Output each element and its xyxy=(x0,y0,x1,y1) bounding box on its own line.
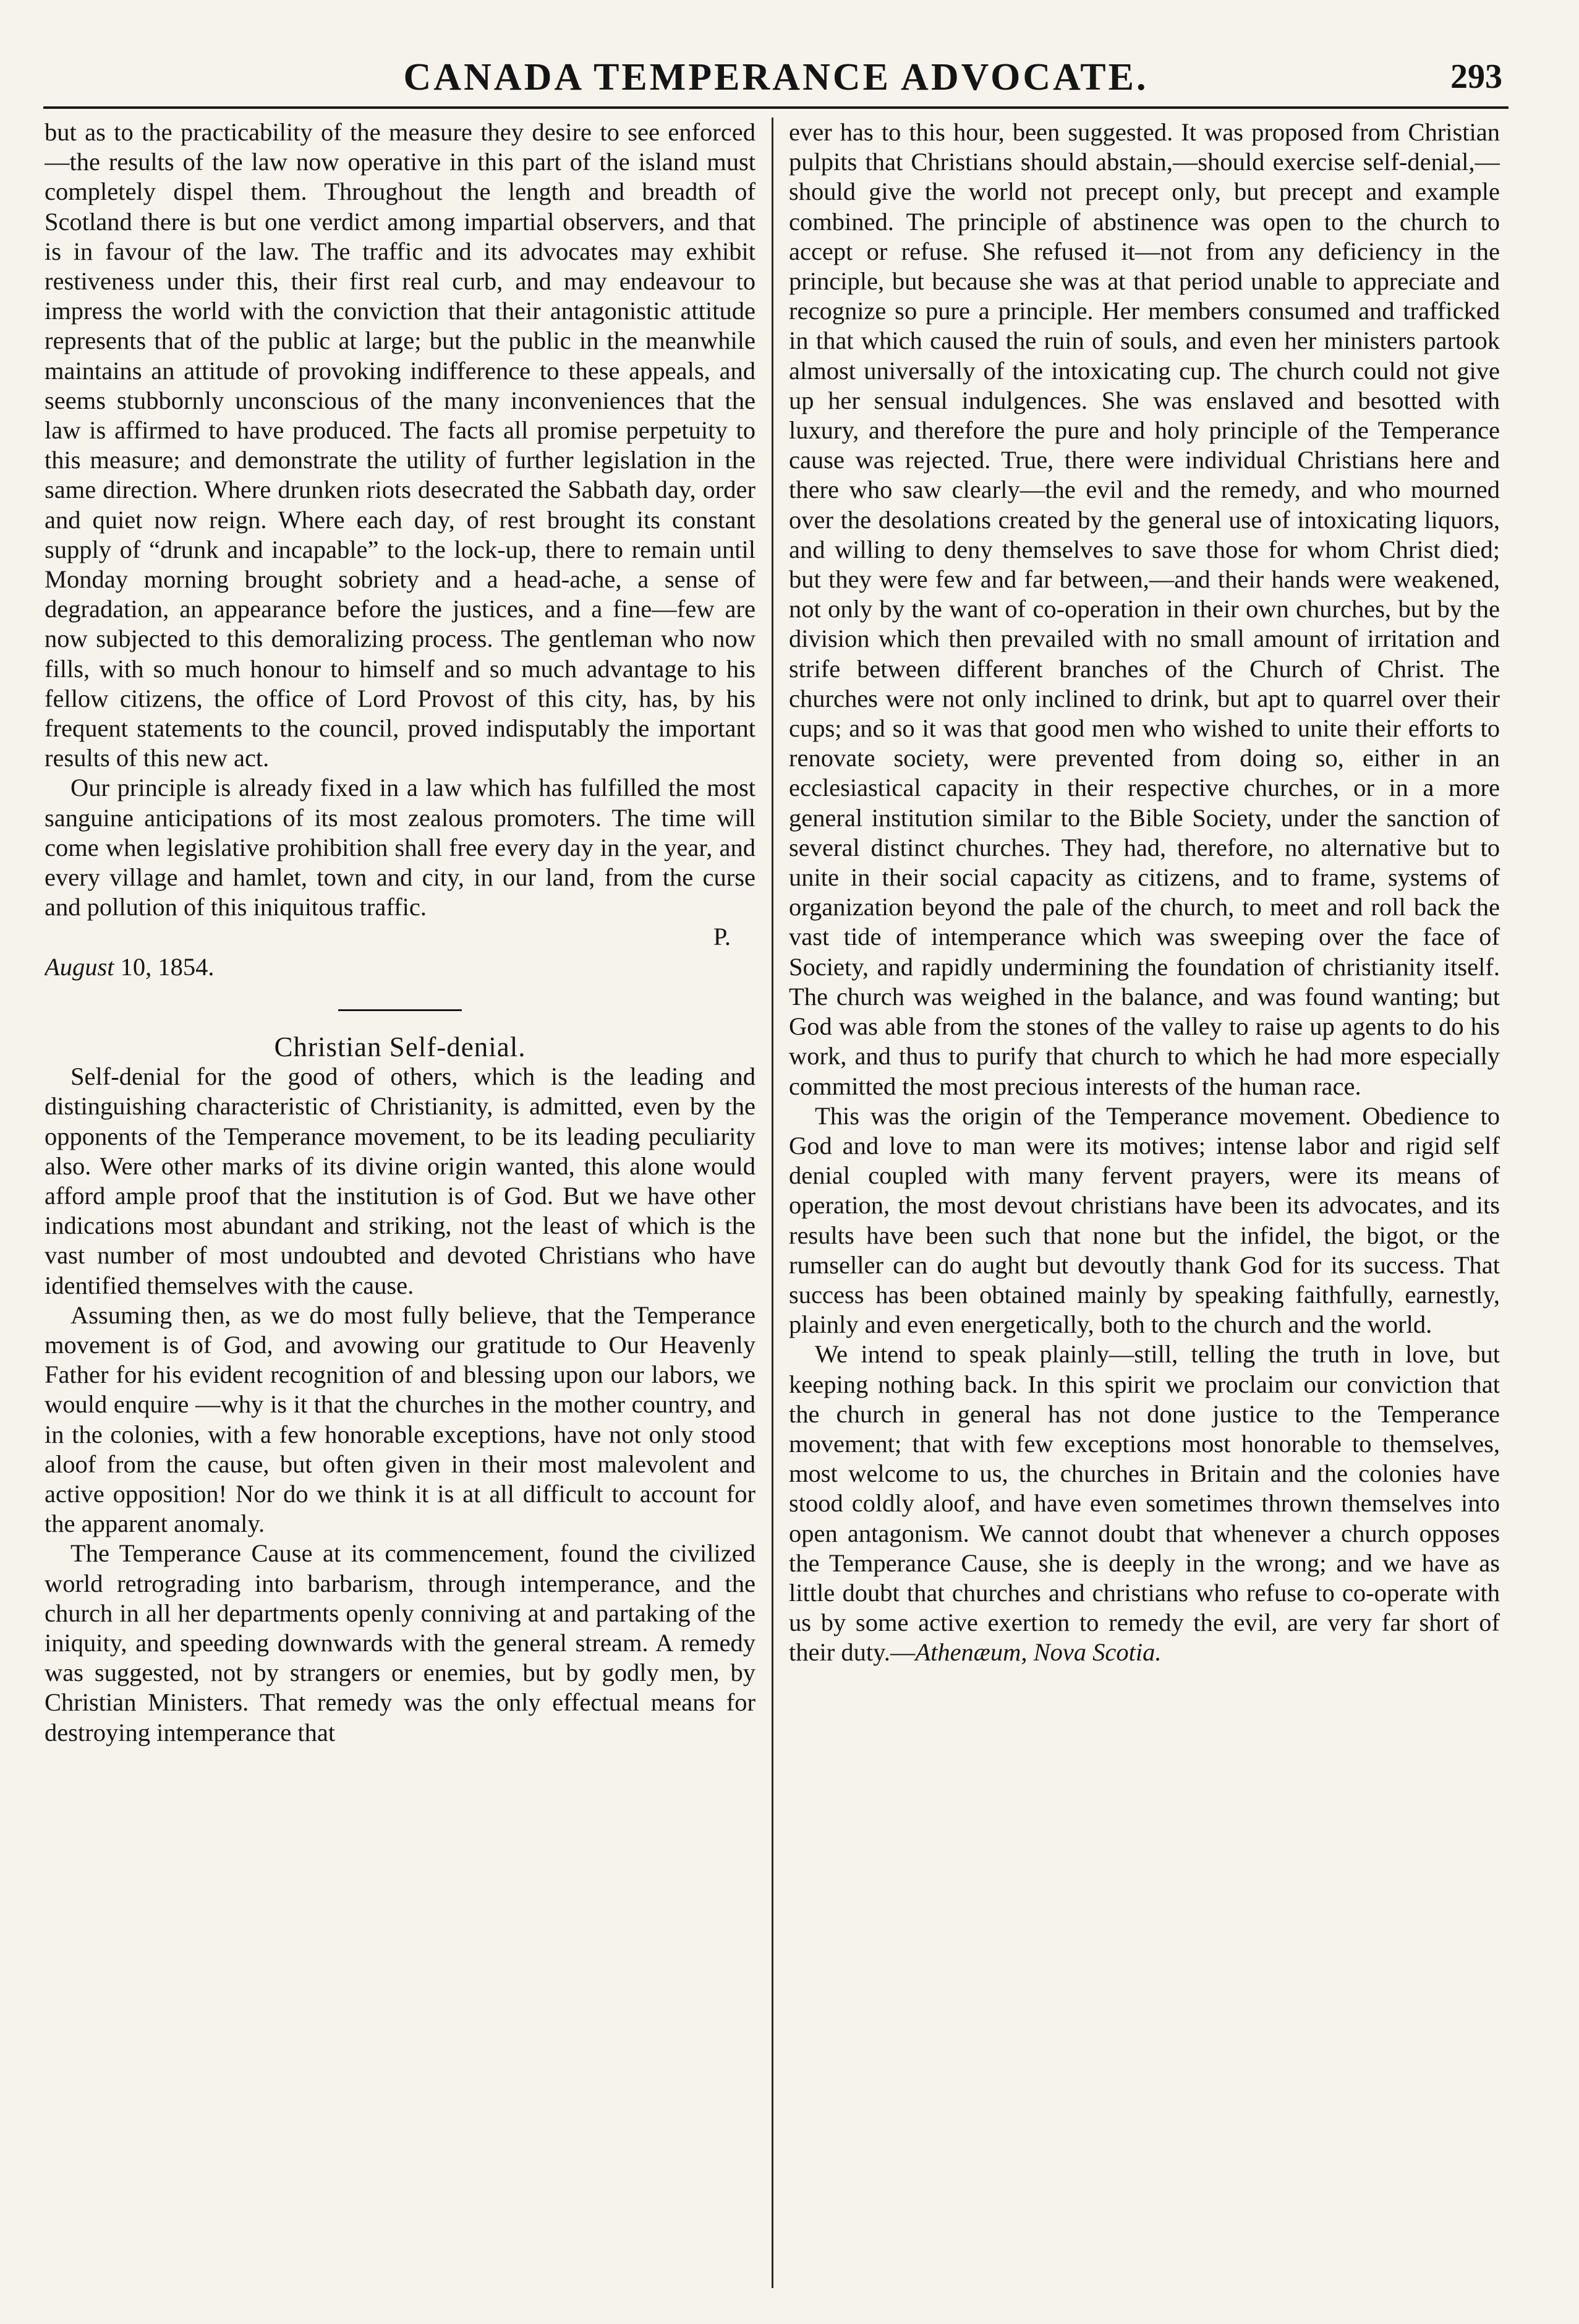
section-title: Christian Self-denial. xyxy=(274,1031,526,1062)
page-number: 293 xyxy=(1450,58,1502,96)
article-text: We intend to speak plainly—still, telling the truth in love, but keeping nothing back. In this spirit we proclaim our conviction that the church in general has not done justice to the Temperance movement; that with few exceptions most honorable to themselves, most welcome to us, the churches in Britain and the colonies have stood coldly aloof, and have even sometimes thrown themselves into open antagonism. We cannot doubt that whenever a church opposes the Temperance Cause, she is deeply in the wrong; and we have as little doubt that churches and christians who refuse to co-operate with us by some active exertion to remedy the evil, are very far short of their duty.— xyxy=(789,1340,1500,1667)
dateline xyxy=(45,952,755,982)
article-paragraph: Our principle is already fixed in a law which has fulfilled the most sanguine anticipations of its most zealous promoters. The time will come when legislative prohibition shall free every day in the year, and every village and hamlet, town and city, in our land, from the curse and pollution of this iniquitous traffic. xyxy=(45,774,755,921)
article-paragraph xyxy=(789,1339,1500,1667)
date-month: August xyxy=(45,952,114,981)
masthead-title: CANADA TEMPERANCE ADVOCATE. xyxy=(403,56,1149,98)
page-header xyxy=(43,43,1509,111)
signature: P. xyxy=(713,923,731,951)
article-paragraph: The Temperance Cause at its commencement, found the civilized world retrograding into barbarism, through intemperance, and the church in all her departments openly conniving at and partaking of the iniquity, and speeding downwards with the general stream. A remedy was suggested, not by strangers or enemies, but by godly men, by Christian Ministers. That remedy was the only effectual means for destroying intemperance that xyxy=(45,1539,755,1746)
section-divider xyxy=(338,1009,462,1011)
attribution: Athenæum, Nova Scotia. xyxy=(915,1638,1162,1667)
column-divider xyxy=(772,117,773,2288)
article-paragraph: ever has to this hour, been suggested. It was proposed from Christian pulpits that Christians should abstain,—should exercise self-denial,—should give the world not precept only, but precept and example combined. The principle of abstinence was open to the church to accept or refuse. She refused it—not from any deficiency in the principle, but because she was at that period unable to appreciate and recognize so pure a principle. Her members consumed and trafficked in that which caused the ruin of souls, and even her ministers partook almost universally of the intoxicating cup. The church could not give up her sensual indulgences. She was enslaved and besotted with luxury, and therefore the pure and holy principle of the Temperance cause was rejected. True, there were individual Christians here and there who saw clearly—the evil and the remedy, and who mourned over the desolations created by the general use of intoxicating liquors, and willing to deny themselves to save those for whom Christ died; but they were few and far between,—and their hands were weakened, not only by the want of co-operation in their own churches, but by the division which then prevailed with no small amount of irritation and strife between different branches of the Church of Christ. The churches were not only inclined to drink, but apt to quarrel over their cups; and so it was that good men who wished to unite their efforts to renovate society, were prevented from doing so, either in an ecclesiastical capacity in their respective churches, or in a more general institution similar to the Bible Society, under the sanction of several distinct churches. They had, therefore, no alternative but to unite in their social capacity as citizens, and to frame, systems of organization beyond the pale of the church, to meet and roll back the vast tide of intemperance which was sweeping over the face of Society, and rapidly undermining the foundation of christianity itself. The church was weighed in the balance, and was found wanting; but God was able from the stones of the valley to raise up agents to do his work, and thus to purify that church to which he had more especially committed the most precious interests of the human race. xyxy=(789,118,1500,1100)
article-paragraph: This was the origin of the Temperance movement. Obedience to God and love to man were its motives; intense labor and rigid self denial coupled with many fervent prayers, were its means of operation, the most devout christians have been its advocates, and its results have been such that none but the infidel, the bigot, or the rumseller can do aught but devoutly thank God for its success. That success has been obtained mainly by speaking faithfully, earnestly, plainly and even energetically, both to the church and the world. xyxy=(789,1101,1500,1339)
article-paragraph: but as to the practicability of the measure they desire to see enforced—the results of the law now operative in this part of the island must completely dispel them. Throughout the length and breadth of Scotland there is but one verdict among impartial observers, and that is in favour of the law. The traffic and its advocates may exhibit restiveness under this, their first real curb, and may endeavour to impress the world with the conviction that their antagonistic attitude represents that of the public at large; but the public in the meanwhile maintains an attitude of provoking indifference to these appeals, and seems stubbornly unconscious of the many inconveniences that the law is affirmed to have produced. The facts all promise perpetuity to this measure; and demonstrate the utility of further legislation in the same direction. Where drunken riots desecrated the Sabbath day, order and quiet now reign. Where each day, of rest brought its constant supply of “drunk and incapable” to the lock-up, there to remain until Monday morning brought sobriety and a head-ache, a sense of degradation, an appearance before the justices, and a fine—few are now subjected to this demoralizing process. The gentleman who now fills, with so much honour to himself and so much advantage to his fellow citizens, the office of Lord Provost of this city, has, by his frequent statements to the council, proved indisputably the important results of this new act. xyxy=(45,118,755,772)
date-day-year: 10, 1854. xyxy=(120,952,215,981)
right-column xyxy=(789,117,1500,2294)
article-paragraph: Self-denial for the good of others, which is the leading and distinguishing characteristic of Christianity, is admitted, even by the opponents of the Temperance movement, to be its leading peculiarity also. Were other marks of its divine origin wanted, this alone would afford ample proof that the institution is of God. But we have other indications most abundant and striking, not the least of which is the vast number of most undoubted and devoted Christians who have identified themselves with the cause. xyxy=(45,1062,755,1299)
left-column xyxy=(45,117,755,2294)
article-paragraph: Assuming then, as we do most fully believe, that the Temperance movement is of God, and avowing our gratitude to Our Heavenly Father for his evident recognition of and blessing upon our labors, we would enquire —why is it that the churches in the mother country, and in the colonies, with a few honorable exceptions, have not only stood aloof from the cause, but often given in their most malevolent and active opposition! Nor do we think it is at all difficult to account for the apparent anomaly. xyxy=(45,1301,755,1538)
header-rule xyxy=(43,106,1509,109)
